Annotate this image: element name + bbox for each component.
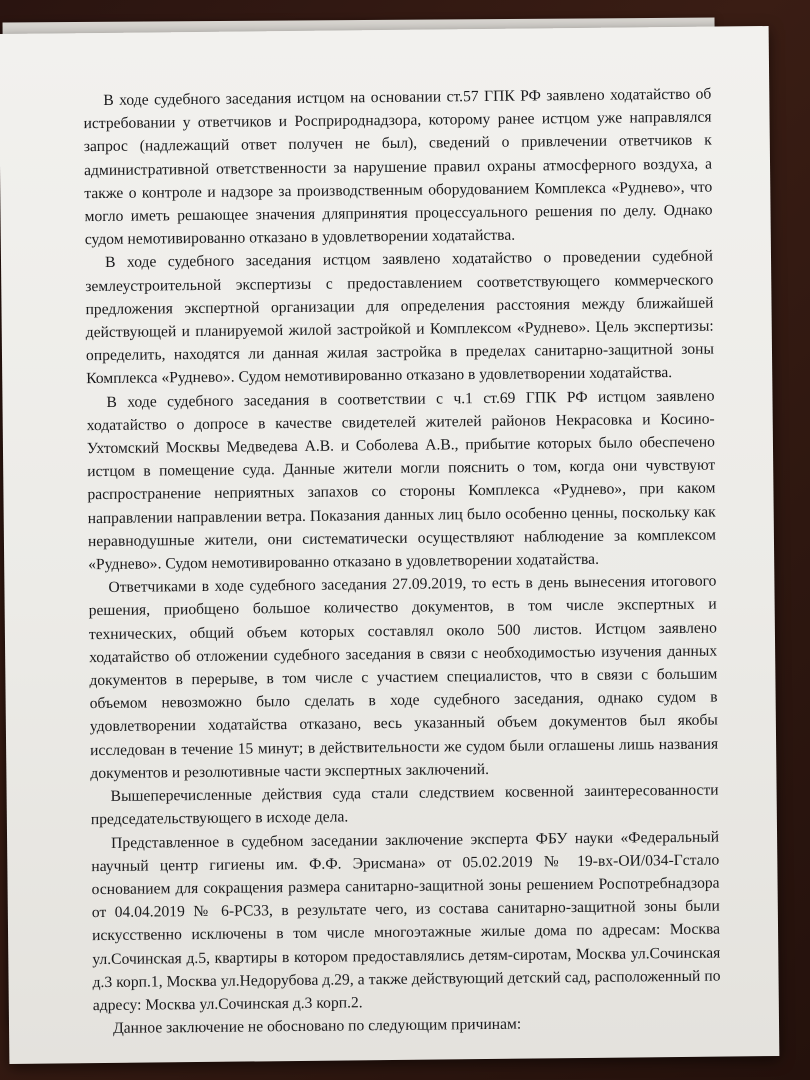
paragraph-court-interest: Вышеперечисленные действия суда стали следствием косвенной заинтересованности председательствующего в исходе дела.: [90, 781, 719, 829]
paragraph-request-evidence: В ходе судебного заседания истцом на основании ст.57 ГПК РФ заявлено ходатайство об истребовании у ответчиков и Росприроднадзора, которому ранее истцом уже направлялся запрос (надлежащий ответ получен не был), сведений о привлечении ответчиков к административной ответственности за нарушение правил охраны атмосферного воздуха, а также о контроле и надзоре за производственным оборудованием Комплекса «Руднево», что могло иметь решающее значения дляпринятия процессуального решения по делу. Однако судом немотивированно отказано в удовлетворении ходатайства.: [83, 85, 713, 249]
paragraph-witness-questioning: В ходе судебного заседания в соответствии с ч.1 ст.69 ГПК РФ истцом заявлено ходатайство о допросе в качестве свидетелей жителей районов Некрасовка и Косино-Ухтомский Москвы Медведева А.В. и Соболева А.В., прибытие которых было обеспечено истцом в помещение суда. Данные жители могли пояснить о том, когда они чувствуют распространение неприятных запахов со стороны Комплекса «Руднево», при каком направлении направлении ветра. Показания данных лиц было особенно ценны, поскольку как неравнодушные жители, они систематически осуществляют наблюдение за комплексом «Руднево». Судом немотивированно отказано в удовлетворении ходатайства.: [86, 387, 717, 574]
document-body: [83, 83, 721, 1041]
paragraph-expert-conclusion: Представленное в судебном заседании заключение эксперта ФБУ науки «Федеральный научный центр гигиены им. Ф.Ф. Эрисмана» от 05.02.2019 № 19-вх-ОИ/034-Гстало основанием для сокращения размера санитарно-защитной зоны решением Роспотребнадзора от 04.04.2019 № 6-РС33, в результате чего, из состава санитарно-защитной зоны были искусственно исключены в том числе многоэтажные жилые дома по адресам: Москва ул.Сочинская д.5, квартиры в котором предоставлялись детям-сиротам, Москва ул.Сочинская д.3 корп.1, Москва ул.Недорубова д.29, а также действующий детский сад, расположенный по адресу: Москва ул.Сочинская д.3 корп.2.: [91, 828, 721, 1015]
document-page: [0, 26, 779, 1064]
paragraph-documents-submitted: Ответчиками в ходе судебного заседания 27.09.2019, то есть в день вынесения итогового решения, приобщено большое количество документов, в том числе экспертных и технических, общий объем которых составлял около 500 листов. Истцом заявлено ходатайство об отложении судебного заседания в связи с необходимостью изучения данных документов в перерыве, в том числе с участием специалистов, что в связи с большим объемом невозможно было сделать в ходе судебного заседания, однако судом в удовлетворении ходатайства отказано, весь указанный объем документов был якобы исследован в течение 15 минут; в действительности же судом были оглашены лишь названия документов и резолютивные части экспертных заключений.: [88, 572, 719, 783]
paragraph-land-survey-expertise: В ходе судебного заседания истцом заявлено ходатайство о проведении судебной землеустроительной экспертизы с предоставлением соответствующего коммерческого предложения экспертной организации для определения расстояния между ближайшей действующей и планируемой жилой застройкой и Комплексом «Руднево». Цель экспертизы: определить, находятся ли данная жилая застройка в пределах санитарно-защитной зоны Комплекса «Руднево». Судом немотивированно отказано в удовлетворении ходатайства.: [85, 248, 715, 388]
paragraph-conclusion-unfounded: Данное заключение не обосновано по следующим причинам:: [112, 1015, 522, 1038]
